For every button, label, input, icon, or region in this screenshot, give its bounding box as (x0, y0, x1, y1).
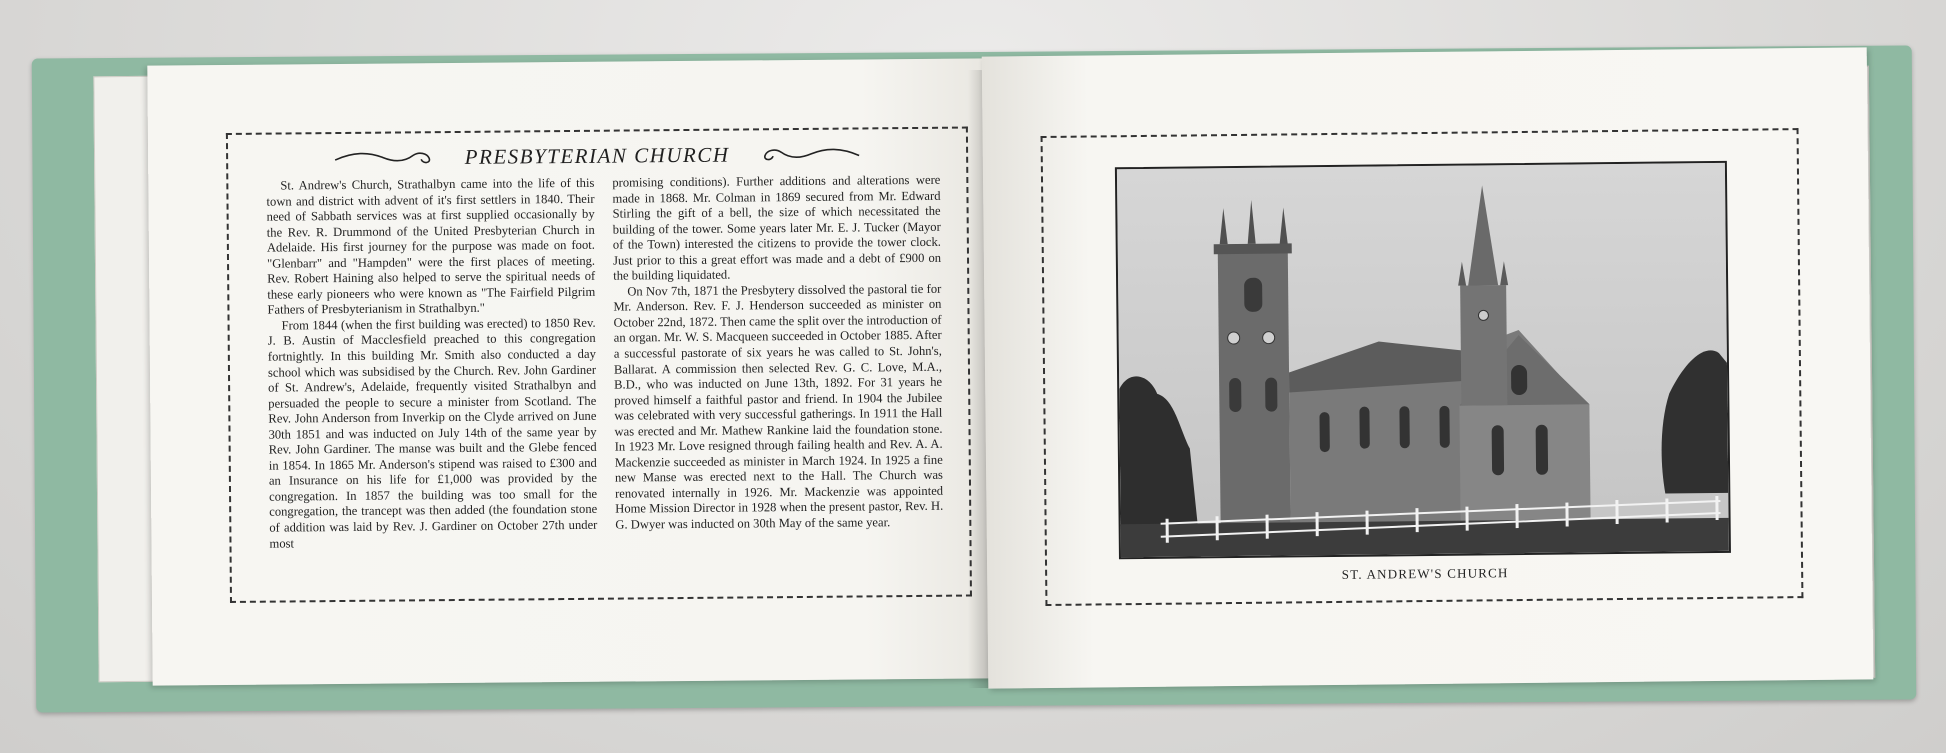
paragraph: On Nov 7th, 1871 the Presbytery dissolved the pastoral tie for Mr. Anderson. Rev. F. J. Henderson succeeded as minister on October 22nd, 1872. Then came the split over the introduction of an organ. Mr. W. S. Macqueen succeeded in October 1885. After a successful pastorate of six years he was called to St. John's, Ballarat. A commission then selected Rev. G. C. Love, M.A., B.D., who was inducted on June 13th, 1892. For 31 years he proved himself a faithful pastor and friend. In 1904 the Jubilee was celebrated with very successful gatherings. In 1911 the Hall was erected and Mr. Mathew Rankine laid the foundation stone. In 1923 Mr. Love resigned through failing health and Rev. A. A. Mackenzie succeeded as minister in March 1924. In 1925 a fine new Manse was erected next to the Hall. The Church was renovated internally in 1926. Mr. Mackenzie was appointed Home Mission Director in 1928 when the present pastor, Rev. H. G. Dwyer was inducted on 30th May of the same year. (613, 281, 944, 532)
right-flourish-icon (761, 145, 861, 162)
church-photograph (1115, 161, 1731, 559)
paragraph: From 1844 (when the first building was erected) to 1850 Rev. J. B. Austin of Macclesfield preached to this congregation fortnightly. In this building Mr. Smith also conducted a day school which was subsidised by the Church. Rev. John Gardiner of St. Andrew's, Adelaide, frequently visited Strathalbyn and persuaded the people to secure a minister from Scotland. The Rev. John Anderson from Inverkip on the Clyde arrived on June 30th 1851 and was inducted on July 14th of the same year by Rev. John Gardiner. The manse was built and the Glebe fenced in 1854. In 1865 Mr. Anderson's stipend was raised to £300 and an Insurance on his life for £1,000 was provided by the congregation. In 1857 the building was too small for the congregation, the trancept was then added (the foundation stone of addition was laid by Rev. J. Gardiner on October 27th under most (267, 315, 598, 551)
paragraph: St. Andrew's Church, Strathalbyn came into the life of this town and district with advent of it's first settlers in 1840. Their need of Sabbath services was at first supplied occasionally by the Rev. R. Drummond of the United Presbyterian Church in Adelaide. His first journey for the purpose was made on foot. "Glenbarr" and "Hampden" were the first places of meeting. Rev. Robert Haining also helped to serve the spiritual needs of these early pioneers who were known as "The Fairfield Pilgrim Fathers of Presbyterianism in Strathalbyn." (266, 175, 596, 318)
text-columns (266, 173, 944, 589)
left-page (147, 58, 992, 685)
church-illustration (1117, 163, 1729, 557)
paragraph: promising conditions). Further additions and alterations were made in 1868. Mr. Colman in 1869 secured from Mr. Edward Stirling the gift of a bell, the size of which necessitated the building of the tower. Some years later Mr. E. J. Tucker (Mayor of the Town) interested the citizens to provide the tower clock. Just prior to this a great effort was made and a debt of £900 on the building liquidated. (612, 172, 942, 283)
right-page (982, 47, 1874, 688)
left-flourish-icon (333, 149, 433, 166)
heading-row (228, 139, 966, 173)
text-column-2 (612, 173, 944, 586)
page-heading: PRESBYTERIAN CHURCH (464, 142, 730, 169)
photo-border-frame (1041, 128, 1804, 606)
text-border-frame (226, 127, 972, 603)
photo-caption: ST. ANDREW'S CHURCH (1341, 565, 1509, 582)
text-column-1 (266, 176, 598, 589)
